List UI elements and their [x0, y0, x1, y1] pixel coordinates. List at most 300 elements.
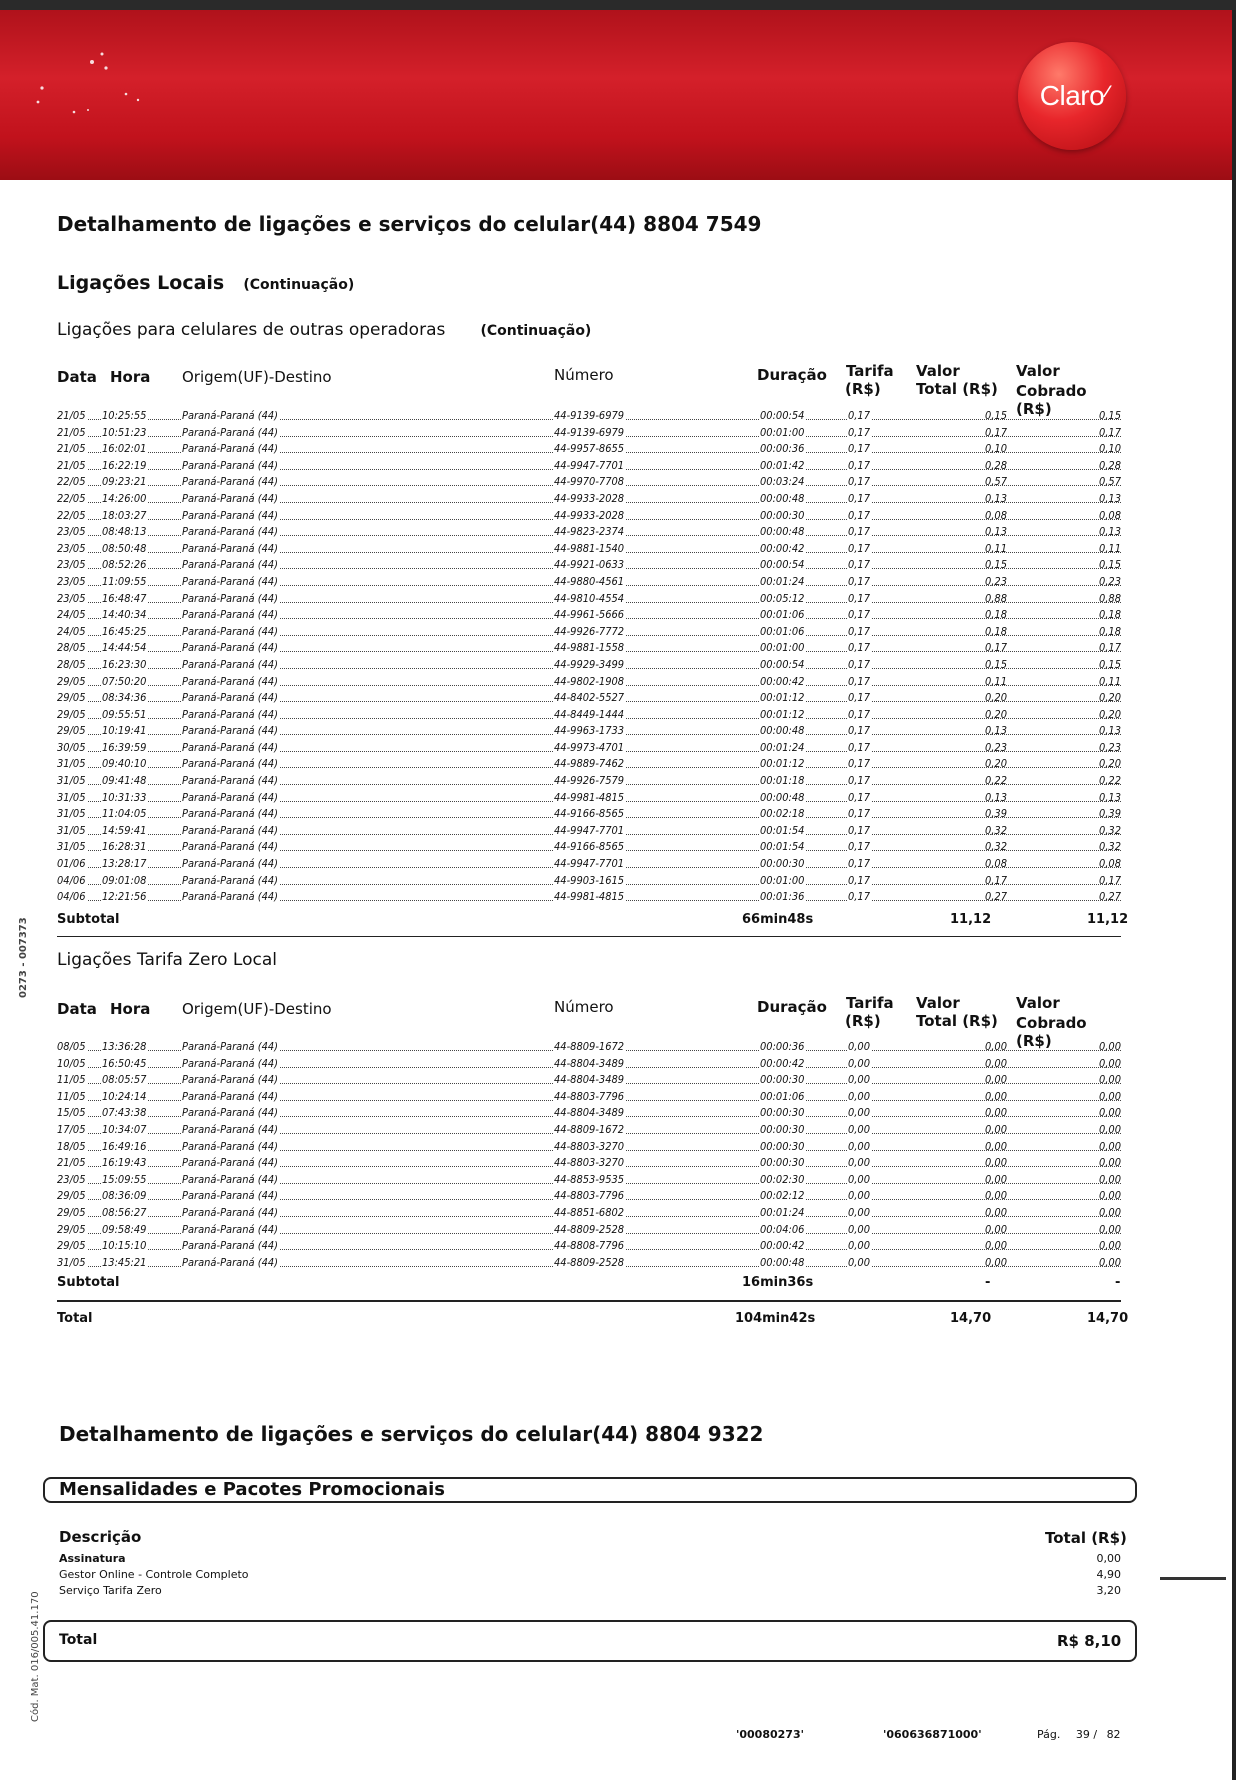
cell-date: 04/06	[57, 873, 87, 890]
cell-number: 44-8851-6802	[554, 1205, 625, 1222]
cell-date: 15/05	[57, 1105, 87, 1122]
cell-tariff: 0,17	[848, 839, 871, 856]
cell-origin: Paraná-Paraná (44)	[182, 839, 279, 856]
cell-number: 44-9823-2374	[554, 524, 625, 541]
cell-date: 24/05	[57, 624, 87, 641]
cell-vcobrado: 0,18	[1098, 624, 1121, 638]
section1-title: Detalhamento de ligações e serviços do celular(44) 8804 7549	[57, 212, 762, 236]
cell-time: 07:43:38	[102, 1105, 147, 1122]
cell-vtotal: 0,20	[984, 757, 1007, 771]
cell-date: 29/05	[57, 1238, 87, 1255]
cell-number: 44-9921-0633	[554, 557, 625, 574]
page-number: 39 /	[1075, 1728, 1098, 1741]
cell-origin: Paraná-Paraná (44)	[182, 640, 279, 657]
col-numero: Número	[554, 366, 614, 384]
footer-page	[1037, 1728, 1121, 1741]
group-heading	[57, 272, 354, 294]
table-row	[57, 524, 1121, 541]
cell-time: 09:01:08	[102, 873, 147, 890]
cell-date: 22/05	[57, 474, 87, 491]
cell-origin: Paraná-Paraná (44)	[182, 707, 279, 724]
total-row	[57, 1311, 1129, 1329]
cell-duration: 00:00:54	[760, 408, 805, 425]
table-row	[57, 458, 1121, 475]
cell-vtotal: 0,23	[984, 574, 1007, 588]
cell-origin: Paraná-Paraná (44)	[182, 1222, 279, 1239]
cell-number: 44-9973-4701	[554, 740, 625, 757]
cell-vcobrado: 0,00	[1098, 1073, 1121, 1087]
cell-origin: Paraná-Paraná (44)	[182, 1039, 279, 1056]
cell-date: 31/05	[57, 1255, 87, 1272]
cell-vcobrado: 0,23	[1098, 740, 1121, 754]
group-suffix: (Continuação)	[243, 277, 355, 293]
cell-tariff: 0,00	[848, 1222, 871, 1239]
cell-tariff: 0,17	[848, 806, 871, 823]
cell-duration: 00:00:42	[760, 1056, 805, 1073]
table-row	[57, 1222, 1121, 1239]
cell-time: 11:09:55	[102, 574, 147, 591]
cell-tariff: 0,17	[848, 773, 871, 790]
cell-vcobrado: 0,00	[1098, 1089, 1121, 1103]
col-hora: Hora	[110, 1000, 151, 1018]
cell-vtotal: 0,00	[984, 1255, 1007, 1269]
cell-duration: 00:00:42	[760, 541, 805, 558]
cell-tariff: 0,17	[848, 674, 871, 691]
cell-date: 29/05	[57, 707, 87, 724]
table-row	[57, 1188, 1121, 1205]
cell-vcobrado: 0,08	[1098, 508, 1121, 522]
cell-origin: Paraná-Paraná (44)	[182, 740, 279, 757]
col-duracao: Duração	[757, 366, 827, 384]
cell-vtotal: 0,17	[984, 873, 1007, 887]
cell-time: 10:19:41	[102, 723, 147, 740]
cell-duration: 00:00:30	[760, 856, 805, 873]
table-row	[57, 1056, 1121, 1073]
table-row	[57, 707, 1121, 724]
cell-tariff: 0,17	[848, 458, 871, 475]
cell-number: 44-9926-7772	[554, 624, 625, 641]
cell-vtotal: 0,00	[984, 1056, 1007, 1070]
cell-vcobrado: 0,18	[1098, 608, 1121, 622]
cell-date: 08/05	[57, 1039, 87, 1056]
table-row	[57, 790, 1121, 807]
cell-origin: Paraná-Paraná (44)	[182, 1089, 279, 1106]
table-row	[57, 624, 1121, 641]
cell-origin: Paraná-Paraná (44)	[182, 1072, 279, 1089]
cell-vtotal: 0,13	[984, 724, 1007, 738]
cell-vtotal: 0,13	[984, 525, 1007, 539]
cell-duration: 00:00:36	[760, 1039, 805, 1056]
margin-mark	[1160, 1577, 1226, 1580]
cell-number: 44-8402-5527	[554, 690, 625, 707]
cell-vtotal: 0,23	[984, 740, 1007, 754]
cell-tariff: 0,17	[848, 508, 871, 525]
col-data: Data	[57, 368, 97, 386]
table-row	[57, 441, 1121, 458]
cell-vcobrado: 0,00	[1098, 1239, 1121, 1253]
cell-origin: Paraná-Paraná (44)	[182, 624, 279, 641]
cell-duration: 00:00:42	[760, 1238, 805, 1255]
cell-vcobrado: 0,28	[1098, 458, 1121, 472]
cell-origin: Paraná-Paraná (44)	[182, 441, 279, 458]
cell-vcobrado: 0,17	[1098, 425, 1121, 439]
cell-time: 16:02:01	[102, 441, 147, 458]
zero-subtotal-vcobrado: -	[1115, 1275, 1121, 1290]
cell-number: 44-8803-7796	[554, 1089, 625, 1106]
cell-duration: 00:00:54	[760, 557, 805, 574]
table-row	[57, 756, 1121, 773]
cell-number: 44-8809-2528	[554, 1255, 625, 1272]
cell-origin: Paraná-Paraná (44)	[182, 557, 279, 574]
cell-number: 44-9963-1733	[554, 723, 625, 740]
cell-origin: Paraná-Paraná (44)	[182, 591, 279, 608]
cell-time: 14:44:54	[102, 640, 147, 657]
cell-number: 44-8809-1672	[554, 1039, 625, 1056]
cell-vtotal: 0,15	[984, 558, 1007, 572]
cell-number: 44-9139-6979	[554, 408, 625, 425]
cell-origin: Paraná-Paraná (44)	[182, 508, 279, 525]
table-row	[57, 1238, 1121, 1255]
cell-vcobrado: 0,27	[1098, 890, 1121, 904]
cell-date: 28/05	[57, 640, 87, 657]
cell-vcobrado: 0,13	[1098, 790, 1121, 804]
cell-number: 44-9881-1558	[554, 640, 625, 657]
cell-tariff: 0,17	[848, 425, 871, 442]
cell-number: 44-9166-8565	[554, 806, 625, 823]
cell-number: 44-8853-9535	[554, 1172, 625, 1189]
cell-date: 31/05	[57, 839, 87, 856]
subgroup-heading	[57, 320, 591, 340]
cell-duration: 00:01:24	[760, 574, 805, 591]
cell-origin: Paraná-Paraná (44)	[182, 425, 279, 442]
cell-tariff: 0,00	[848, 1205, 871, 1222]
cell-duration: 00:00:30	[760, 1105, 805, 1122]
cell-vcobrado: 0,22	[1098, 774, 1121, 788]
cell-origin: Paraná-Paraná (44)	[182, 541, 279, 558]
col-vcobrado: Valor	[1016, 994, 1060, 1012]
cell-date: 23/05	[57, 557, 87, 574]
top-edge	[0, 0, 1236, 10]
cell-tariff: 0,00	[848, 1255, 871, 1272]
cell-origin: Paraná-Paraná (44)	[182, 873, 279, 890]
table-row	[57, 1105, 1121, 1122]
cell-origin: Paraná-Paraná (44)	[182, 889, 279, 906]
zero-subtotal-vtotal: -	[985, 1275, 991, 1290]
cell-vcobrado: 0,13	[1098, 525, 1121, 539]
cell-vcobrado: 0,00	[1098, 1122, 1121, 1136]
cell-vtotal: 0,00	[984, 1189, 1007, 1203]
cell-tariff: 0,17	[848, 690, 871, 707]
cell-vcobrado: 0,20	[1098, 757, 1121, 771]
cell-time: 16:48:47	[102, 591, 147, 608]
cell-duration: 00:00:48	[760, 491, 805, 508]
cell-vtotal: 0,17	[984, 425, 1007, 439]
cell-vtotal: 0,00	[984, 1239, 1007, 1253]
group-title: Ligações Locais	[57, 272, 225, 294]
cell-time: 10:34:07	[102, 1122, 147, 1139]
cell-date: 04/06	[57, 889, 87, 906]
table-row	[57, 873, 1121, 890]
cell-origin: Paraná-Paraná (44)	[182, 458, 279, 475]
cell-date: 11/05	[57, 1072, 87, 1089]
sparkle-dots-icon	[30, 40, 170, 130]
divider	[57, 1300, 1121, 1302]
cell-date: 31/05	[57, 790, 87, 807]
cell-vtotal: 0,28	[984, 458, 1007, 472]
cell-time: 14:26:00	[102, 491, 147, 508]
col-tarifa-unit: (R$)	[845, 380, 881, 398]
cell-tariff: 0,17	[848, 541, 871, 558]
col-numero: Número	[554, 998, 614, 1016]
cell-time: 13:36:28	[102, 1039, 147, 1056]
cell-time: 16:28:31	[102, 839, 147, 856]
cell-number: 44-8449-1444	[554, 707, 625, 724]
cell-vcobrado: 0,11	[1098, 674, 1121, 688]
cell-vtotal: 0,00	[984, 1089, 1007, 1103]
cell-tariff: 0,17	[848, 640, 871, 657]
cell-duration: 00:00:48	[760, 1255, 805, 1272]
cell-origin: Paraná-Paraná (44)	[182, 1188, 279, 1205]
cell-date: 31/05	[57, 823, 87, 840]
cell-origin: Paraná-Paraná (44)	[182, 756, 279, 773]
cell-date: 11/05	[57, 1089, 87, 1106]
cell-tariff: 0,00	[848, 1039, 871, 1056]
cell-origin: Paraná-Paraná (44)	[182, 856, 279, 873]
item-description: Serviço Tarifa Zero	[59, 1584, 162, 1597]
cell-time: 08:50:48	[102, 541, 147, 558]
cell-date: 22/05	[57, 508, 87, 525]
cell-origin: Paraná-Paraná (44)	[182, 823, 279, 840]
list-item	[59, 1568, 1121, 1584]
cell-date: 23/05	[57, 1172, 87, 1189]
table-row	[57, 640, 1121, 657]
cell-vtotal: 0,27	[984, 890, 1007, 904]
cell-vtotal: 0,13	[984, 790, 1007, 804]
cell-vtotal: 0,08	[984, 508, 1007, 522]
cell-origin: Paraná-Paraná (44)	[182, 674, 279, 691]
cell-origin: Paraná-Paraná (44)	[182, 1238, 279, 1255]
col-vcobrado: Valor	[1016, 362, 1060, 380]
cell-date: 31/05	[57, 756, 87, 773]
cell-duration: 00:01:36	[760, 889, 805, 906]
col-descricao: Descrição	[59, 1528, 142, 1546]
cell-vtotal: 0,39	[984, 807, 1007, 821]
cell-number: 44-8803-3270	[554, 1155, 625, 1172]
cell-duration: 00:00:30	[760, 508, 805, 525]
cell-vtotal: 0,13	[984, 491, 1007, 505]
subtotal-vcobrado: 11,12	[1087, 912, 1129, 927]
cell-number: 44-8803-7796	[554, 1188, 625, 1205]
cell-vcobrado: 0,20	[1098, 691, 1121, 705]
cell-vcobrado: 0,10	[1098, 442, 1121, 456]
col-origem: Origem(UF)-Destino	[182, 1000, 332, 1018]
cell-tariff: 0,17	[848, 591, 871, 608]
cell-time: 08:34:36	[102, 690, 147, 707]
table-row	[57, 657, 1121, 674]
cell-number: 44-8803-3270	[554, 1139, 625, 1156]
table-row	[57, 591, 1121, 608]
cell-tariff: 0,17	[848, 790, 871, 807]
cell-tariff: 0,17	[848, 624, 871, 641]
cell-duration: 00:05:12	[760, 591, 805, 608]
table-row	[57, 1255, 1121, 1272]
table-row	[57, 607, 1121, 624]
cell-time: 10:24:14	[102, 1089, 147, 1106]
cell-duration: 00:00:48	[760, 723, 805, 740]
cell-number: 44-8808-7796	[554, 1238, 625, 1255]
zero-subtotal-duration: 16min36s	[742, 1275, 814, 1290]
section2-title: Detalhamento de ligações e serviços do celular(44) 8804 9322	[59, 1422, 764, 1446]
table-row	[57, 541, 1121, 558]
cell-origin: Paraná-Paraná (44)	[182, 1056, 279, 1073]
cell-time: 13:28:17	[102, 856, 147, 873]
cell-vtotal: 0,15	[984, 657, 1007, 671]
zero-calls-table	[57, 1039, 1121, 1271]
cell-origin: Paraná-Paraná (44)	[182, 574, 279, 591]
cell-vtotal: 0,00	[984, 1172, 1007, 1186]
table-row	[57, 1139, 1121, 1156]
cell-vtotal: 0,57	[984, 475, 1007, 489]
cell-vcobrado: 0,23	[1098, 574, 1121, 588]
cell-duration: 00:02:18	[760, 806, 805, 823]
subtotal-label: Subtotal	[57, 912, 120, 927]
cell-number: 44-9947-7701	[554, 823, 625, 840]
cell-vcobrado: 0,00	[1098, 1106, 1121, 1120]
cell-time: 10:25:55	[102, 408, 147, 425]
cell-time: 10:15:10	[102, 1238, 147, 1255]
cell-duration: 00:00:54	[760, 657, 805, 674]
cell-vtotal: 0,17	[984, 641, 1007, 655]
cell-vtotal: 0,08	[984, 857, 1007, 871]
cell-tariff: 0,00	[848, 1105, 871, 1122]
cell-time: 13:45:21	[102, 1255, 147, 1272]
cell-date: 23/05	[57, 591, 87, 608]
cell-origin: Paraná-Paraná (44)	[182, 408, 279, 425]
table-row	[57, 856, 1121, 873]
logo-text: Claro	[1039, 80, 1105, 111]
cell-time: 09:55:51	[102, 707, 147, 724]
cell-vcobrado: 0,15	[1098, 558, 1121, 572]
cell-vcobrado: 0,39	[1098, 807, 1121, 821]
cell-duration: 00:01:54	[760, 823, 805, 840]
col-duracao: Duração	[757, 998, 827, 1016]
subgroup-suffix: (Continuação)	[480, 323, 592, 339]
table-row	[57, 508, 1121, 525]
zero-group-title: Ligações Tarifa Zero Local	[57, 950, 277, 970]
table-row	[57, 740, 1121, 757]
col-vtotal-unit: Total (R$)	[916, 1012, 998, 1030]
table-row	[57, 674, 1121, 691]
cell-time: 08:36:09	[102, 1188, 147, 1205]
cell-tariff: 0,17	[848, 607, 871, 624]
cell-duration: 00:01:18	[760, 773, 805, 790]
cell-date: 29/05	[57, 723, 87, 740]
cell-duration: 00:01:54	[760, 839, 805, 856]
table-row	[57, 1122, 1121, 1139]
cell-date: 29/05	[57, 1188, 87, 1205]
item-description: Gestor Online - Controle Completo	[59, 1568, 249, 1581]
side-code-top: 0273 - 007373	[18, 917, 29, 998]
col-hora: Hora	[110, 368, 151, 386]
cell-duration: 00:00:36	[760, 441, 805, 458]
cell-vcobrado: 0,00	[1098, 1040, 1121, 1053]
cell-duration: 00:02:12	[760, 1188, 805, 1205]
cell-time: 08:05:57	[102, 1072, 147, 1089]
cell-duration: 00:01:12	[760, 690, 805, 707]
cell-tariff: 0,17	[848, 756, 871, 773]
cell-number: 44-9889-7462	[554, 756, 625, 773]
cell-duration: 00:04:06	[760, 1222, 805, 1239]
cell-vtotal: 0,11	[984, 541, 1007, 555]
cell-duration: 00:00:30	[760, 1155, 805, 1172]
cell-number: 44-8809-2528	[554, 1222, 625, 1239]
cell-time: 10:31:33	[102, 790, 147, 807]
cell-origin: Paraná-Paraná (44)	[182, 806, 279, 823]
cell-duration: 00:00:48	[760, 790, 805, 807]
cell-vtotal: 0,18	[984, 608, 1007, 622]
box-title: Mensalidades e Pacotes Promocionais	[59, 1479, 446, 1500]
item-value: 3,20	[1096, 1584, 1121, 1597]
cell-number: 44-9970-7708	[554, 474, 625, 491]
divider	[57, 936, 1121, 937]
cell-time: 14:59:41	[102, 823, 147, 840]
col-vtotal-unit: Total (R$)	[916, 380, 998, 398]
cell-vtotal: 0,15	[984, 409, 1007, 422]
cell-vtotal: 0,00	[984, 1073, 1007, 1087]
cell-tariff: 0,17	[848, 524, 871, 541]
cell-time: 15:09:55	[102, 1172, 147, 1189]
cell-date: 21/05	[57, 458, 87, 475]
cell-time: 18:03:27	[102, 508, 147, 525]
cell-number: 44-9933-2028	[554, 508, 625, 525]
subtotal-row	[57, 912, 1129, 930]
cell-number: 44-9929-3499	[554, 657, 625, 674]
cell-time: 09:58:49	[102, 1222, 147, 1239]
cell-duration: 00:03:24	[760, 474, 805, 491]
total-label: Total	[57, 1311, 93, 1326]
cell-origin: Paraná-Paraná (44)	[182, 657, 279, 674]
cell-vcobrado: 0,88	[1098, 591, 1121, 605]
cell-origin: Paraná-Paraná (44)	[182, 491, 279, 508]
cell-date: 01/06	[57, 856, 87, 873]
cell-number: 44-9880-4561	[554, 574, 625, 591]
cell-duration: 00:01:42	[760, 458, 805, 475]
item-description: Assinatura	[59, 1552, 126, 1565]
cell-time: 16:49:16	[102, 1139, 147, 1156]
table-row	[57, 474, 1121, 491]
cell-date: 17/05	[57, 1122, 87, 1139]
cell-date: 22/05	[57, 491, 87, 508]
cell-duration: 00:00:30	[760, 1139, 805, 1156]
box-total-label: Total	[59, 1632, 98, 1648]
cell-time: 09:23:21	[102, 474, 147, 491]
table-row	[57, 723, 1121, 740]
cell-tariff: 0,00	[848, 1056, 871, 1073]
cell-vcobrado: 0,11	[1098, 541, 1121, 555]
cell-duration: 00:00:48	[760, 524, 805, 541]
col-vcobrado-unit: Cobrado (R$)	[1016, 382, 1087, 418]
cell-tariff: 0,00	[848, 1089, 871, 1106]
cell-tariff: 0,17	[848, 873, 871, 890]
table-row	[57, 1089, 1121, 1106]
cell-time: 16:23:30	[102, 657, 147, 674]
cell-origin: Paraná-Paraná (44)	[182, 474, 279, 491]
cell-vtotal: 0,10	[984, 442, 1007, 456]
cell-tariff: 0,17	[848, 474, 871, 491]
cell-vcobrado: 0,13	[1098, 724, 1121, 738]
cell-number: 44-9981-4815	[554, 790, 625, 807]
cell-number: 44-8804-3489	[554, 1056, 625, 1073]
